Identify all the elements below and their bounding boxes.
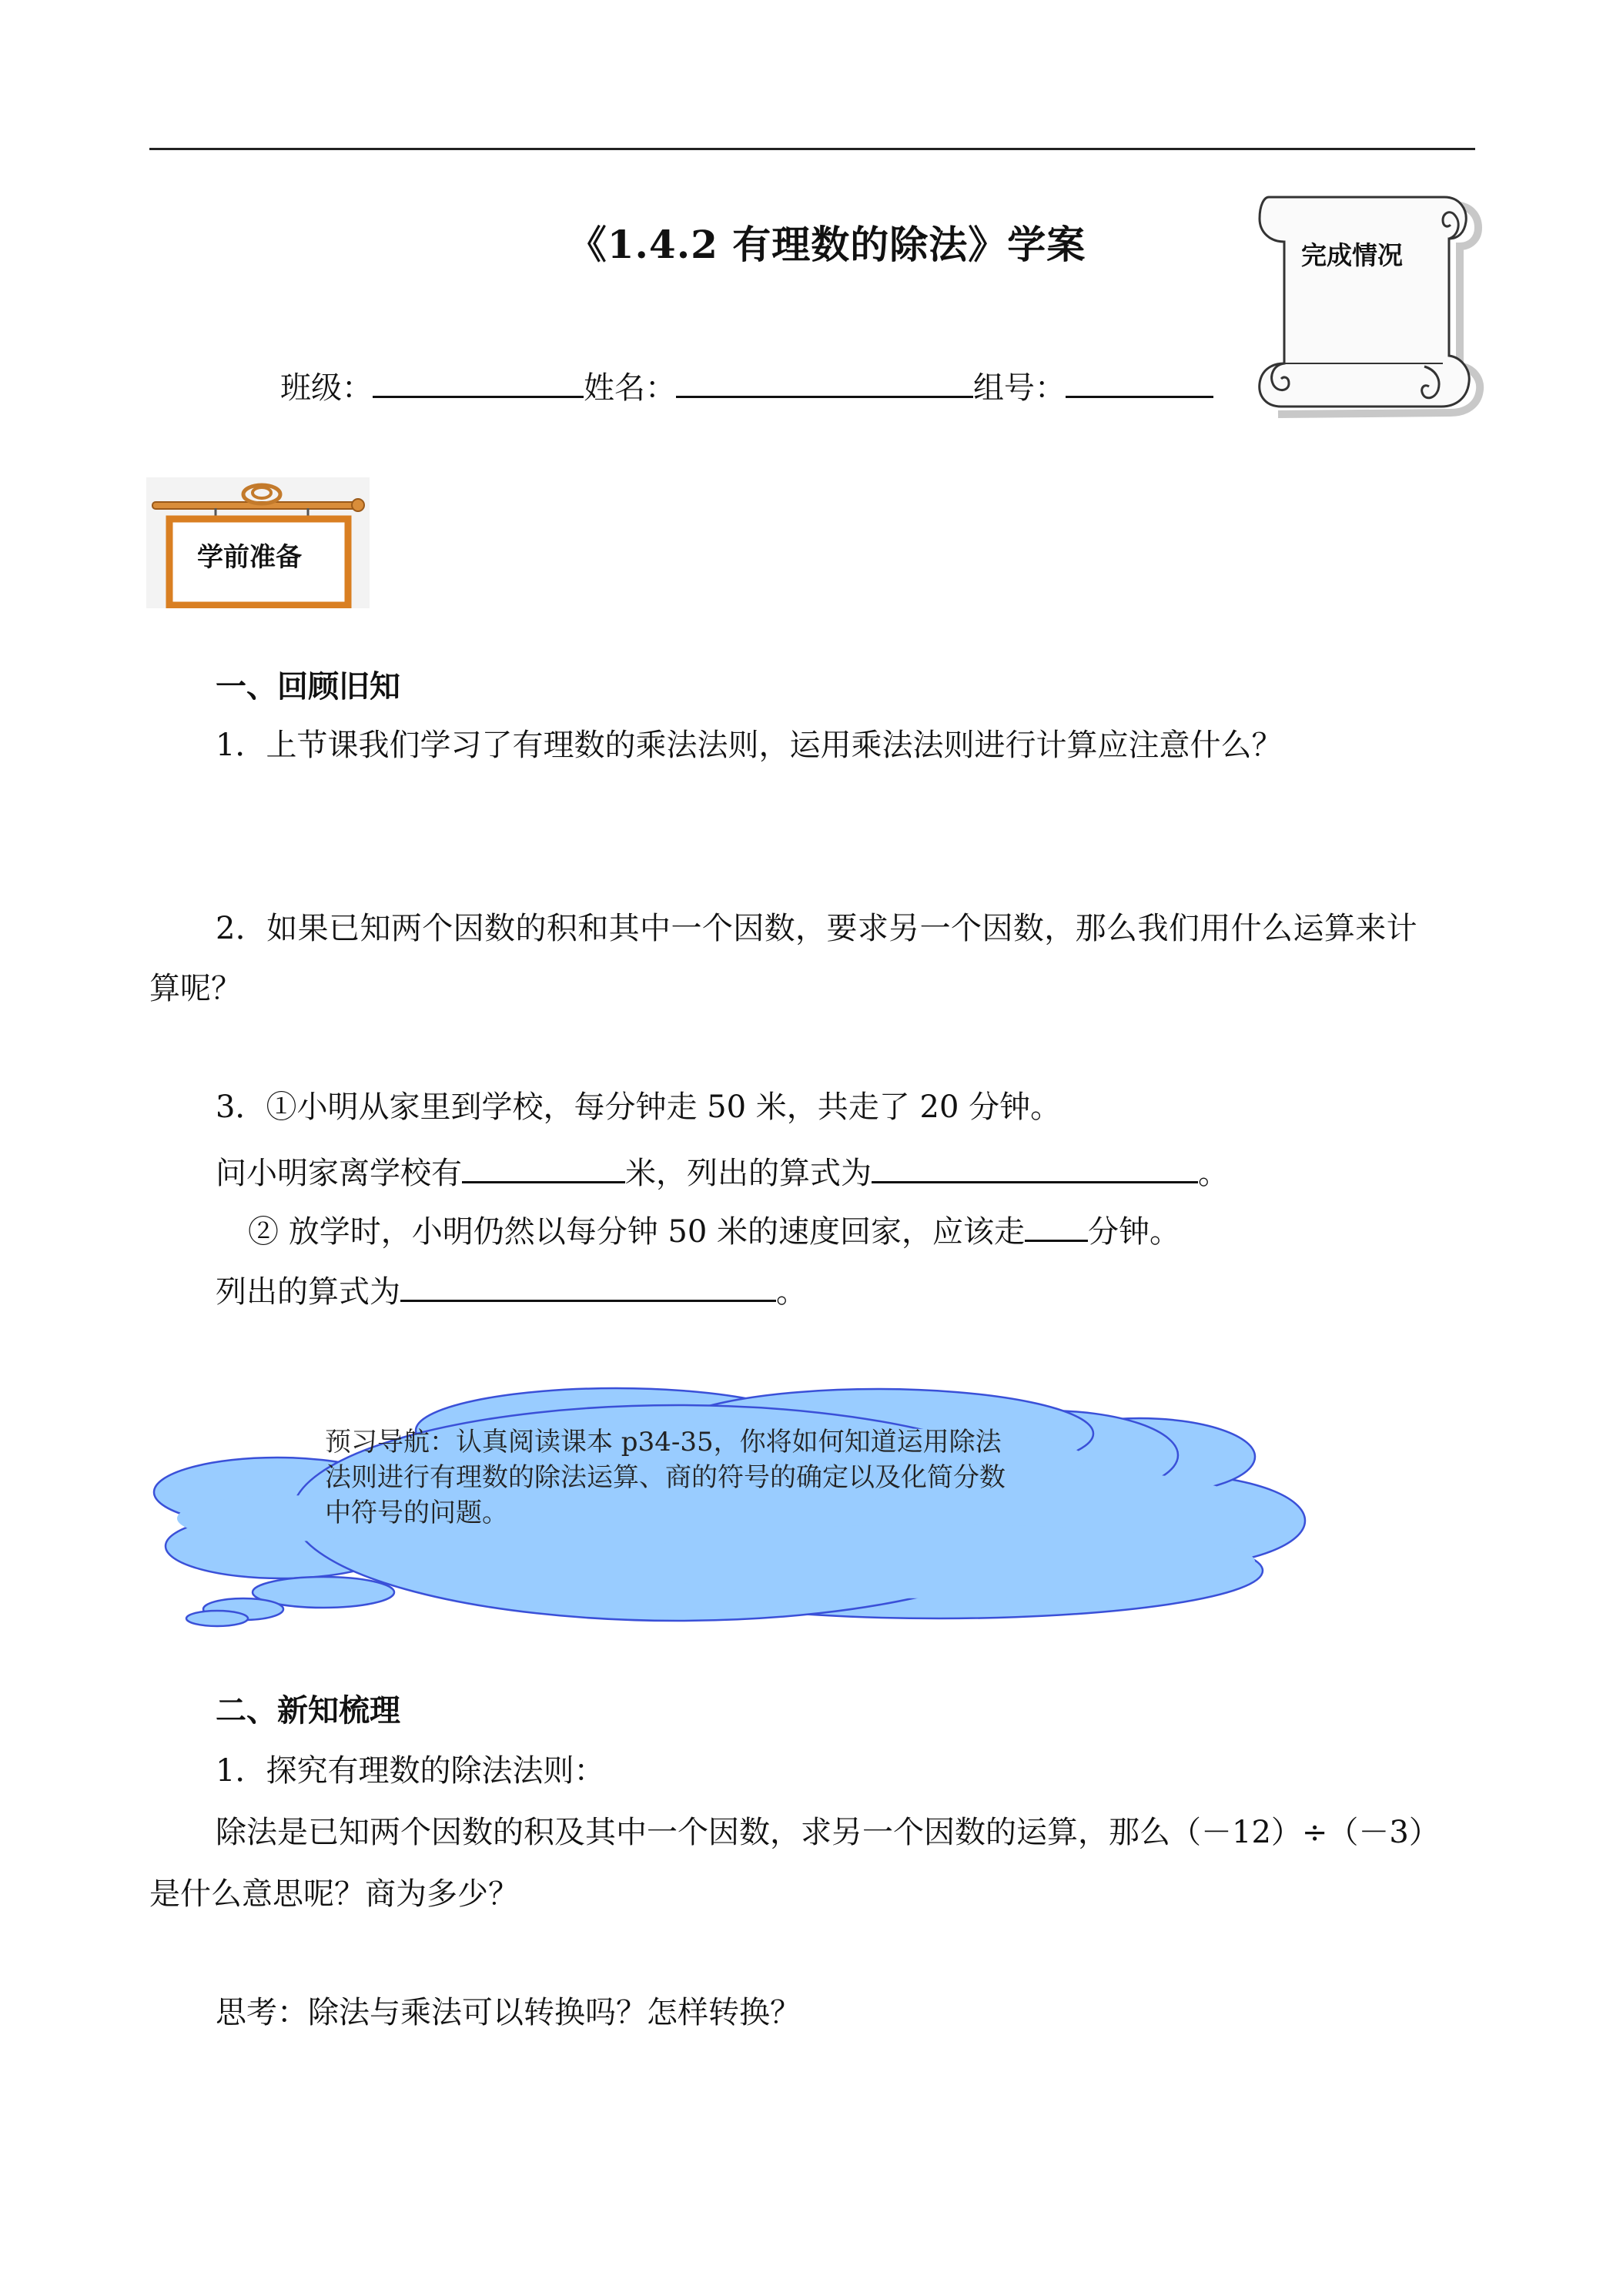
- page-title: 《1.4.2 有理数的除法》学案: [567, 222, 1086, 267]
- section2-para-line1: 除法是已知两个因数的积及其中一个因数，求另一个因数的运算，那么（－12）÷（－3）: [216, 1815, 1440, 1850]
- cloud-text-line3: 中符号的问题。: [325, 1498, 508, 1528]
- group-label: 组号：: [973, 370, 1066, 406]
- section1-heading: 一、回顾旧知: [216, 668, 400, 705]
- scroll-icon: [1253, 188, 1484, 419]
- student-info-row: [280, 365, 1213, 408]
- sign-label: 学前准备: [197, 542, 302, 573]
- class-field[interactable]: [373, 365, 584, 398]
- cloud-icon: [139, 1378, 1317, 1632]
- section2-para-line2: 是什么意思呢？商为多少？: [149, 1876, 519, 1912]
- minutes-blank[interactable]: [1025, 1209, 1088, 1242]
- completion-status-label: 完成情况: [1301, 240, 1403, 270]
- q3-formula-prompt-2: 列出的算式为: [216, 1274, 400, 1310]
- q3-return-prompt: ② 放学时，小明仍然以每分钟 50 米的速度回家，应该走: [248, 1214, 1026, 1250]
- header-rule: [149, 148, 1475, 150]
- question-1: 1．上节课我们学习了有理数的乘法法则，运用乘法法则进行计算应注意什么？: [216, 728, 1283, 763]
- formula-blank-1[interactable]: [872, 1150, 1198, 1183]
- completion-scroll: [1253, 188, 1484, 419]
- distance-blank[interactable]: [462, 1150, 625, 1183]
- group-field[interactable]: [1066, 365, 1213, 398]
- q3-period: 。: [1198, 1156, 1229, 1191]
- question-2-line1: 2．如果已知两个因数的积和其中一个因数，要求另一个因数，那么我们用什么运算来计: [216, 911, 1418, 946]
- class-label: 班级：: [280, 370, 373, 406]
- preview-guide-cloud: [139, 1378, 1317, 1632]
- question-3-line4: [216, 1269, 807, 1312]
- q3-distance-prompt: 问小明家离学校有: [216, 1156, 462, 1191]
- section2-think: 思考：除法与乘法可以转换吗？怎样转换？: [216, 1995, 801, 2030]
- section-sign: [146, 477, 370, 608]
- question-2-line2: 算呢？: [149, 971, 242, 1006]
- question-3-line2: [216, 1150, 1229, 1193]
- q3-formula-prompt: 米，列出的算式为: [625, 1156, 872, 1191]
- q3-minutes-unit: 分钟。: [1088, 1214, 1181, 1250]
- question-3-line3: [248, 1209, 1180, 1252]
- name-field[interactable]: [676, 365, 973, 398]
- section2-heading: 二、新知梳理: [216, 1692, 400, 1729]
- q3-period-2: 。: [776, 1274, 807, 1310]
- name-label: 姓名：: [584, 370, 676, 406]
- formula-blank-2[interactable]: [400, 1269, 776, 1302]
- question-3-line1: 3．①小明从家里到学校，每分钟走 50 米，共走了 20 分钟。: [216, 1089, 1062, 1125]
- cloud-text-line2: 法则进行有理数的除法运算、商的符号的确定以及化简分数: [325, 1462, 1006, 1493]
- section2-item1: 1．探究有理数的除法法则：: [216, 1753, 605, 1789]
- cloud-text-line1: 预习导航：认真阅读课本 p34-35，你将如何知道运用除法: [325, 1427, 1002, 1458]
